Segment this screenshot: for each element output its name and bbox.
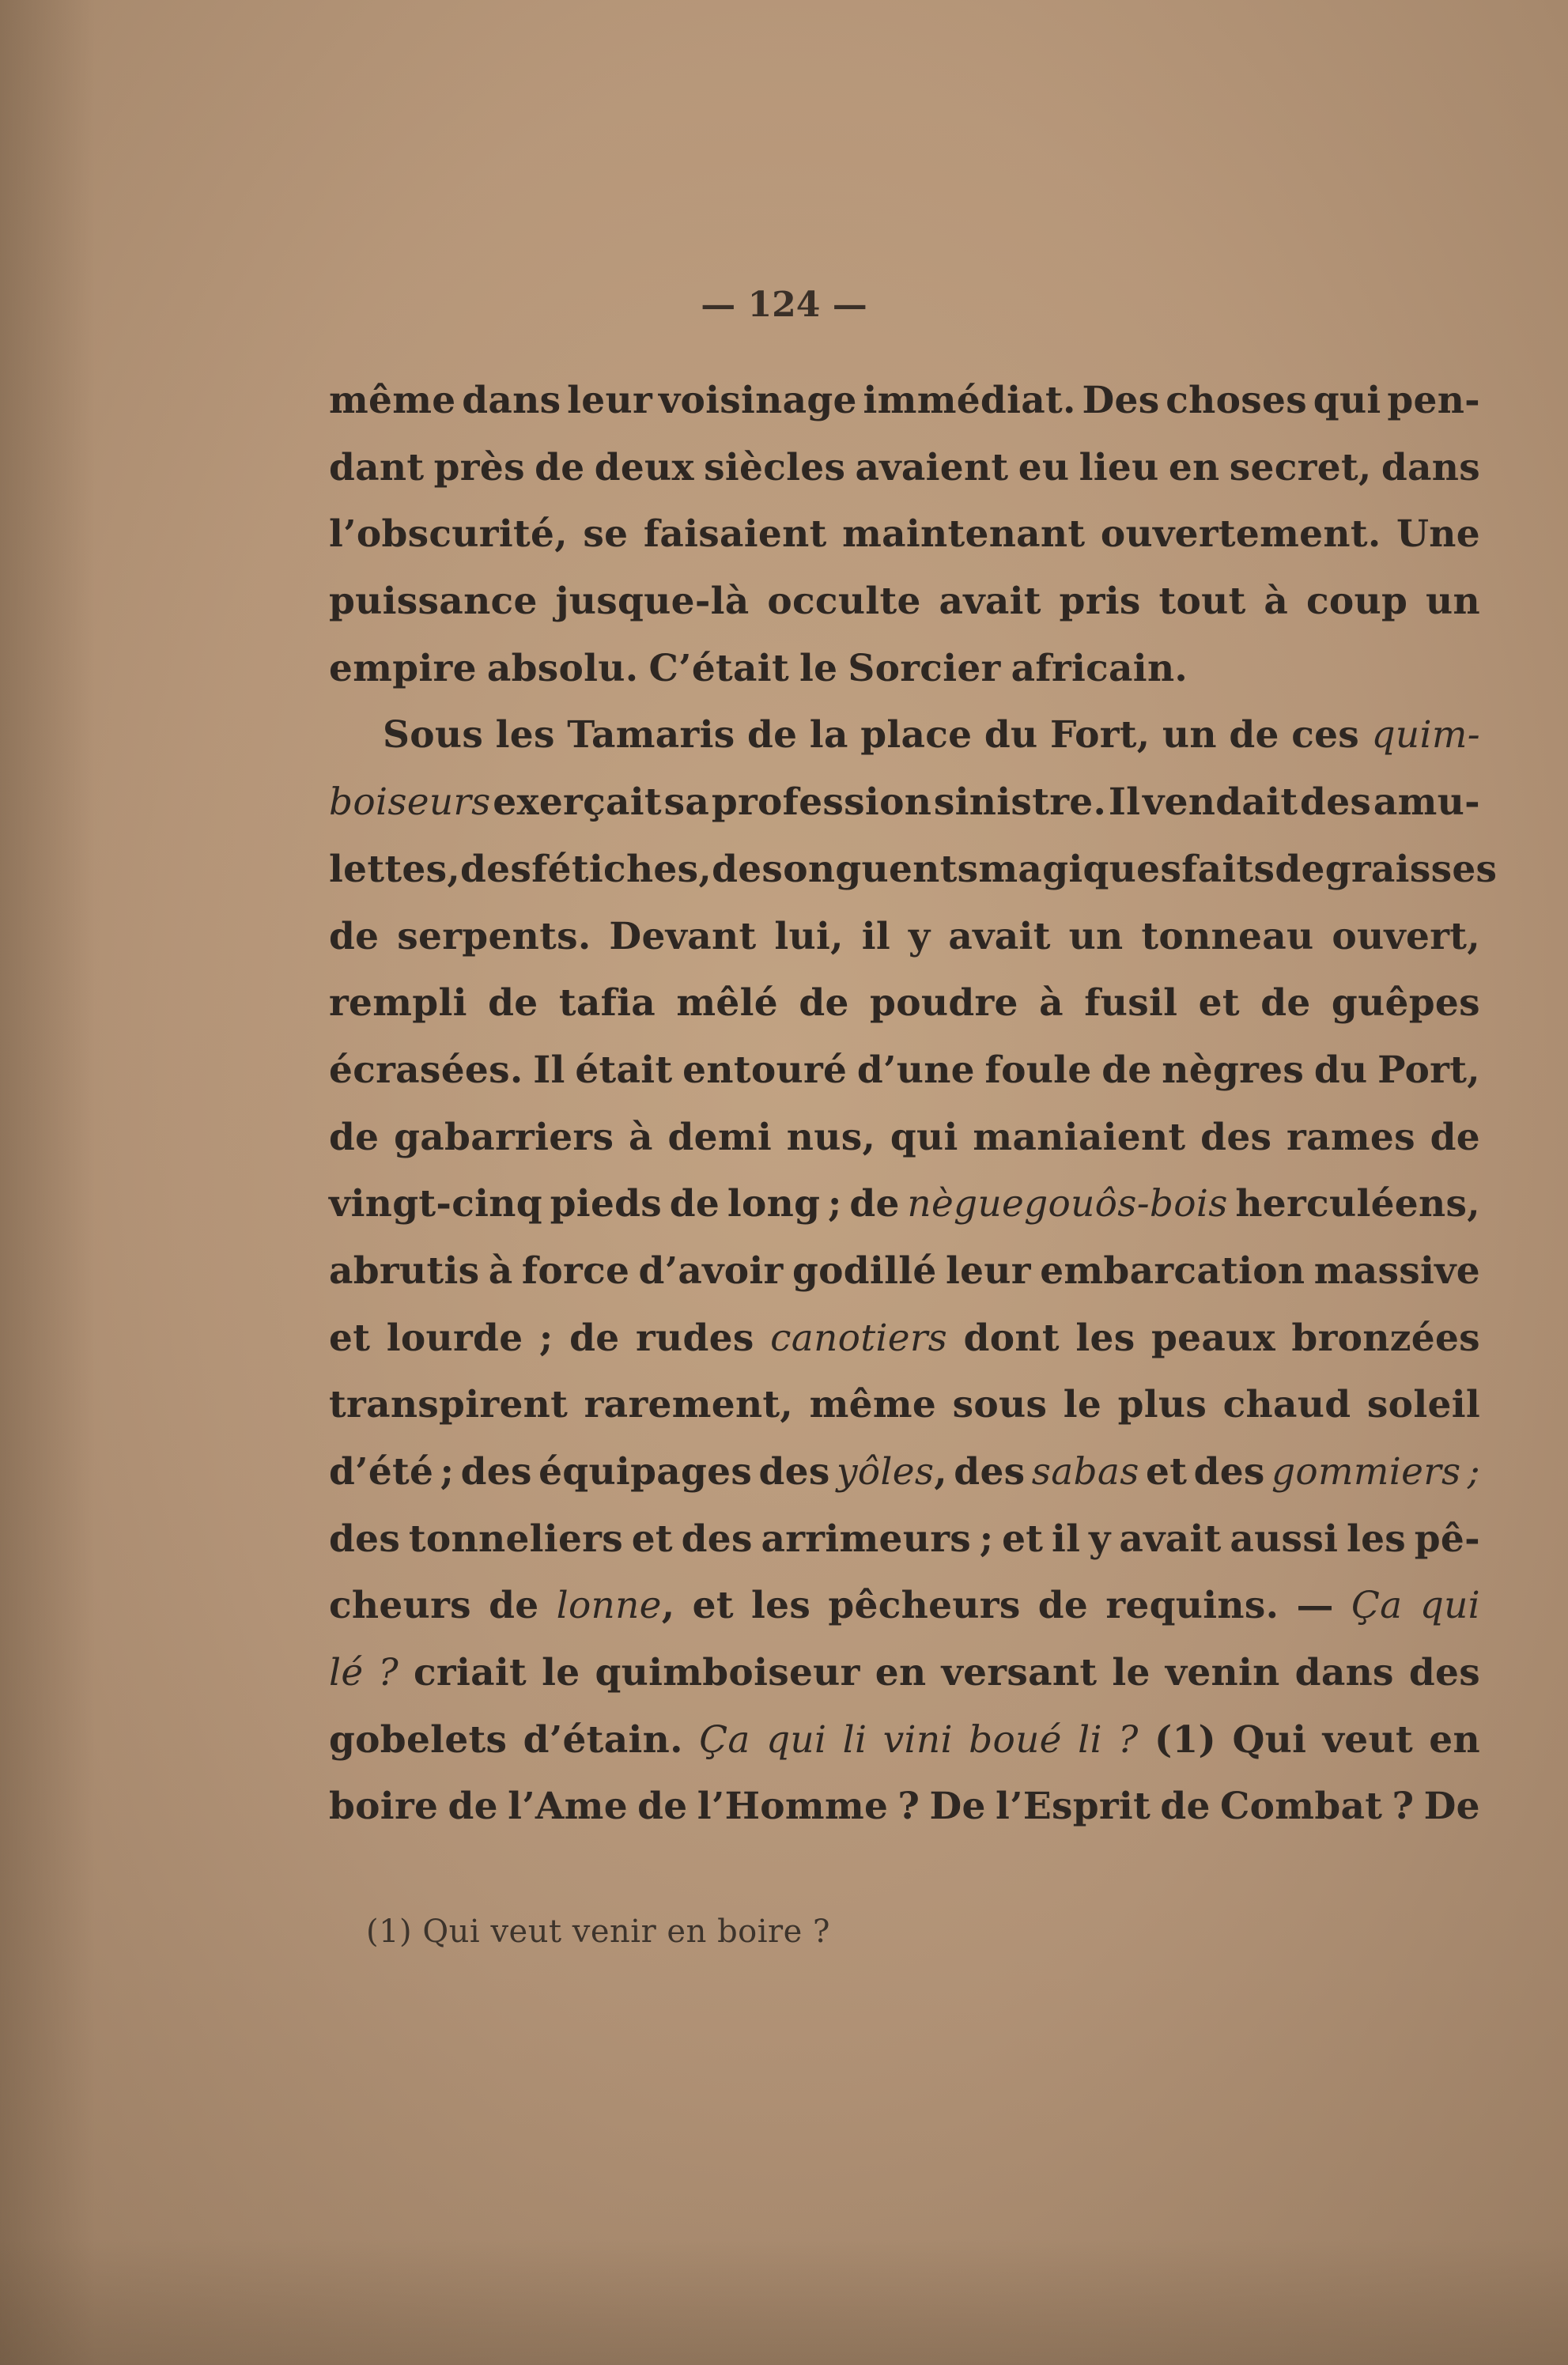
word: entouré — [682, 1048, 848, 1092]
word: veut — [1322, 1717, 1413, 1762]
word: yôles, — [836, 1450, 947, 1494]
word: qui — [1419, 1584, 1480, 1628]
word: avaient — [855, 445, 1009, 489]
word: gobelets — [329, 1717, 508, 1762]
text-line — [329, 1171, 1480, 1238]
word: peaux — [1150, 1316, 1275, 1360]
word: la — [809, 713, 848, 757]
word: amu- — [1373, 780, 1480, 825]
word: équipages — [538, 1450, 753, 1494]
word: de — [448, 1785, 498, 1829]
word: il — [861, 914, 891, 958]
word: le — [1112, 1651, 1150, 1695]
word: à — [1264, 580, 1289, 624]
word: de — [535, 445, 585, 489]
word: profession — [711, 780, 932, 825]
word: requins. — [1105, 1584, 1279, 1628]
text-line — [329, 769, 1480, 837]
word: herculéens, — [1235, 1182, 1480, 1226]
word: de — [746, 713, 798, 757]
word: mêlé — [676, 981, 778, 1026]
text-line — [329, 636, 1480, 703]
word: sa — [663, 780, 710, 825]
text-line — [329, 435, 1480, 502]
word: ouvert, — [1332, 914, 1480, 958]
word: cheurs — [329, 1584, 471, 1628]
word: des — [758, 1450, 830, 1494]
word: venin — [1165, 1651, 1280, 1695]
word: Ça — [1351, 1584, 1403, 1628]
word: des — [1200, 1115, 1272, 1159]
word: Tamaris — [567, 713, 735, 757]
body-text — [329, 368, 1498, 1841]
word: le — [799, 646, 838, 690]
word: qui — [1313, 379, 1381, 422]
text-line — [329, 904, 1480, 971]
text-line — [329, 1707, 1480, 1774]
word: et — [1146, 1450, 1188, 1494]
text-line — [329, 1439, 1480, 1506]
word: l’Homme — [697, 1785, 889, 1829]
word: en — [1168, 445, 1220, 489]
word: et — [692, 1584, 734, 1628]
text-line — [329, 970, 1480, 1037]
word: dans — [1294, 1651, 1394, 1695]
word: lettes, — [329, 847, 461, 891]
word: occulte — [767, 580, 921, 624]
word: Fort, — [1049, 713, 1150, 757]
word: des — [460, 847, 532, 891]
word: onguents — [783, 847, 979, 891]
word: de — [637, 1785, 688, 1829]
word: y — [908, 914, 931, 958]
word: demi — [667, 1115, 773, 1159]
word: eu — [1018, 445, 1070, 489]
word: dans — [462, 379, 561, 422]
text-line — [329, 501, 1480, 569]
word: des — [712, 847, 784, 891]
word: place — [860, 713, 973, 757]
word: de — [1037, 1584, 1089, 1628]
word: l’Ame — [508, 1785, 628, 1829]
word: boué — [969, 1717, 1062, 1762]
word: nègres — [1162, 1048, 1305, 1092]
word: avait — [948, 914, 1051, 958]
word: du — [1313, 1048, 1368, 1092]
word: rarement, — [584, 1383, 794, 1427]
word: maintenant — [842, 512, 1086, 557]
word: leur — [945, 1249, 1031, 1293]
word: De — [929, 1785, 986, 1829]
word: ; — [827, 1182, 842, 1226]
word: vini — [882, 1717, 953, 1762]
word: lonne, — [556, 1584, 675, 1628]
word: ? — [897, 1785, 920, 1829]
word: ; — [538, 1316, 554, 1360]
word: embarcation — [1040, 1249, 1305, 1293]
word: li — [1078, 1717, 1102, 1762]
word: l’obscurité, — [329, 512, 568, 557]
word: voisinage — [658, 379, 857, 422]
word: dont — [963, 1316, 1060, 1360]
word: était — [575, 1048, 673, 1092]
word: de — [1260, 981, 1311, 1026]
word: foule — [984, 1048, 1092, 1092]
word: maniaient — [973, 1115, 1186, 1159]
text-line — [329, 1774, 1480, 1841]
word: arrimeurs — [761, 1517, 972, 1561]
word: tafia — [558, 981, 656, 1026]
page-edge-shadow — [0, 0, 95, 2365]
word: de — [569, 1316, 620, 1360]
word: Il — [1108, 780, 1141, 825]
word: force — [521, 1249, 630, 1293]
word: de — [488, 981, 538, 1026]
text-line — [329, 1573, 1480, 1640]
word: pê- — [1414, 1517, 1480, 1561]
word: ; — [1467, 1450, 1480, 1494]
word: des — [1193, 1450, 1265, 1494]
word: d’étain. — [523, 1717, 683, 1762]
word: même — [329, 379, 456, 422]
word: y — [1089, 1517, 1111, 1561]
word: Il — [533, 1048, 565, 1092]
word: godillé — [792, 1249, 937, 1293]
word: des — [1408, 1651, 1480, 1695]
word: gommiers — [1271, 1450, 1461, 1494]
word: bronzées — [1291, 1316, 1480, 1360]
text-line — [329, 569, 1480, 636]
word: rudes — [635, 1316, 754, 1360]
word: deux — [594, 445, 694, 489]
word: rames — [1287, 1115, 1415, 1159]
word: pris — [1059, 580, 1141, 624]
word: l’Esprit — [996, 1785, 1151, 1829]
word: versant — [941, 1651, 1098, 1695]
word: Une — [1396, 512, 1480, 557]
word: (1) — [1154, 1717, 1217, 1762]
word: il — [1052, 1517, 1081, 1561]
word: nus, — [786, 1115, 876, 1159]
page-bottom-shadow — [0, 2238, 1568, 2365]
word: lé — [329, 1651, 364, 1695]
word: — — [1296, 1584, 1334, 1628]
word: Combat — [1219, 1785, 1383, 1829]
word: de — [489, 1584, 539, 1628]
word: long — [727, 1182, 821, 1226]
word: absolu. — [486, 646, 639, 690]
word: quim- — [1371, 713, 1480, 757]
word: choses — [1166, 379, 1308, 422]
word: Des — [1082, 379, 1160, 422]
word: Sous — [383, 713, 484, 757]
word: d’avoir — [638, 1249, 784, 1293]
word: puissance — [329, 580, 538, 624]
word: vingt-cinq — [329, 1182, 542, 1226]
word: les — [1075, 1316, 1135, 1360]
footnote: (1) Qui veut venir en boire ? — [366, 1914, 830, 1950]
text-line — [329, 1640, 1480, 1707]
word: magiques — [978, 847, 1182, 891]
word: avait — [939, 580, 1041, 624]
word: guêpes — [1331, 981, 1480, 1026]
word: avait — [1119, 1517, 1222, 1561]
text-line — [329, 368, 1480, 435]
word: de — [329, 914, 380, 958]
word: Port, — [1377, 1048, 1480, 1092]
word: le — [1063, 1383, 1102, 1427]
word: abrutis — [329, 1249, 480, 1293]
text-line — [329, 1305, 1480, 1373]
word: d’été — [329, 1450, 434, 1494]
word: à — [1039, 981, 1064, 1026]
word: boire — [329, 1785, 439, 1829]
word: ; — [979, 1517, 994, 1561]
word: empire — [329, 646, 477, 690]
word: et — [631, 1517, 673, 1561]
word: dans — [1381, 445, 1480, 489]
word: de — [1430, 1115, 1480, 1159]
word: boiseurs — [329, 780, 491, 825]
word: Ça — [699, 1717, 750, 1762]
word: un — [1425, 580, 1480, 624]
word: de — [1160, 1785, 1211, 1829]
word: pêcheurs — [828, 1584, 1021, 1628]
word: de — [1101, 1048, 1152, 1092]
word: de — [329, 1115, 380, 1159]
word: lourde — [386, 1316, 523, 1360]
word: en — [1429, 1717, 1480, 1762]
word: près — [433, 445, 525, 489]
word: jusque-là — [555, 580, 750, 624]
word: vendait — [1142, 780, 1298, 825]
word: de — [1229, 713, 1279, 757]
word: siècles — [704, 445, 846, 489]
word: ; — [440, 1450, 455, 1494]
word: un — [1068, 914, 1124, 958]
word: ces — [1291, 713, 1360, 757]
word: sinistre. — [933, 780, 1107, 825]
word: poudre — [870, 981, 1018, 1026]
word: exerçait — [493, 780, 662, 825]
word: et — [1002, 1517, 1044, 1561]
word: fétiches, — [531, 847, 712, 891]
word: faits — [1181, 847, 1275, 891]
text-line — [329, 1372, 1480, 1439]
word: de — [849, 1182, 900, 1226]
text-line — [329, 1105, 1480, 1172]
word: ? — [378, 1651, 399, 1695]
word: d’une — [856, 1048, 975, 1092]
word: tonneau — [1141, 914, 1314, 958]
word: ouvertement. — [1100, 512, 1381, 557]
word: leur — [567, 379, 653, 422]
word: du — [984, 713, 1038, 757]
word: des — [329, 1517, 401, 1561]
word: les — [1346, 1517, 1407, 1561]
word: à — [628, 1115, 653, 1159]
page-number: — 124 — — [701, 285, 867, 325]
word: à — [488, 1249, 513, 1293]
word: un — [1162, 713, 1217, 757]
text-line — [329, 702, 1480, 769]
word: chaud — [1222, 1383, 1351, 1427]
word: C’était — [648, 646, 789, 690]
word: massive — [1313, 1249, 1480, 1293]
word: sous — [952, 1383, 1048, 1427]
word: et — [1198, 981, 1240, 1026]
word: graisses — [1324, 847, 1498, 891]
word: de — [1275, 847, 1325, 891]
word: Sorcier — [848, 646, 1001, 690]
word: immédiat. — [863, 379, 1076, 422]
word: fusil — [1084, 981, 1178, 1026]
word: ? — [1118, 1717, 1139, 1762]
word: de — [799, 981, 849, 1026]
word: les — [751, 1584, 811, 1628]
word: de — [669, 1182, 720, 1226]
word: en — [875, 1651, 927, 1695]
word: quimboiseur — [595, 1651, 860, 1695]
word: criait — [413, 1651, 527, 1695]
word: serpents. — [397, 914, 591, 958]
word: et — [329, 1316, 371, 1360]
word: plus — [1117, 1383, 1207, 1427]
word: sabas — [1031, 1450, 1139, 1494]
word: lui, — [774, 914, 844, 958]
word: pieds — [550, 1182, 663, 1226]
word: écrasées. — [329, 1048, 523, 1092]
word: tout — [1158, 580, 1246, 624]
word: rempli — [329, 981, 467, 1026]
word: tonneliers — [408, 1517, 623, 1561]
word: aussi — [1230, 1517, 1339, 1561]
text-line — [329, 837, 1498, 904]
word: le — [542, 1651, 580, 1695]
word: secret, — [1229, 445, 1372, 489]
word: se — [583, 512, 629, 557]
word: transpirent — [329, 1383, 569, 1427]
word: des — [681, 1517, 753, 1561]
word: Qui — [1232, 1717, 1307, 1762]
text-line — [329, 1506, 1480, 1574]
word: coup — [1305, 580, 1408, 624]
word: des — [954, 1450, 1026, 1494]
word: li — [842, 1717, 867, 1762]
word: nèguegouôs-bois — [907, 1182, 1228, 1226]
word: soleil — [1366, 1383, 1480, 1427]
word: des — [460, 1450, 532, 1494]
word: qui — [890, 1115, 958, 1159]
word: canotiers — [770, 1316, 948, 1360]
word: même — [809, 1383, 937, 1427]
word: pen- — [1387, 379, 1480, 422]
word: ? — [1392, 1785, 1415, 1829]
word: gabarriers — [394, 1115, 614, 1159]
word: les — [495, 713, 555, 757]
word: Devant — [609, 914, 757, 958]
word: dant — [329, 445, 425, 489]
word: africain. — [1011, 646, 1188, 690]
word: lieu — [1079, 445, 1159, 489]
word: qui — [766, 1717, 827, 1762]
word: des — [1300, 780, 1372, 825]
word: faisaient — [643, 512, 827, 557]
text-line — [329, 1238, 1480, 1305]
text-line — [329, 1037, 1480, 1105]
word: De — [1423, 1785, 1480, 1829]
